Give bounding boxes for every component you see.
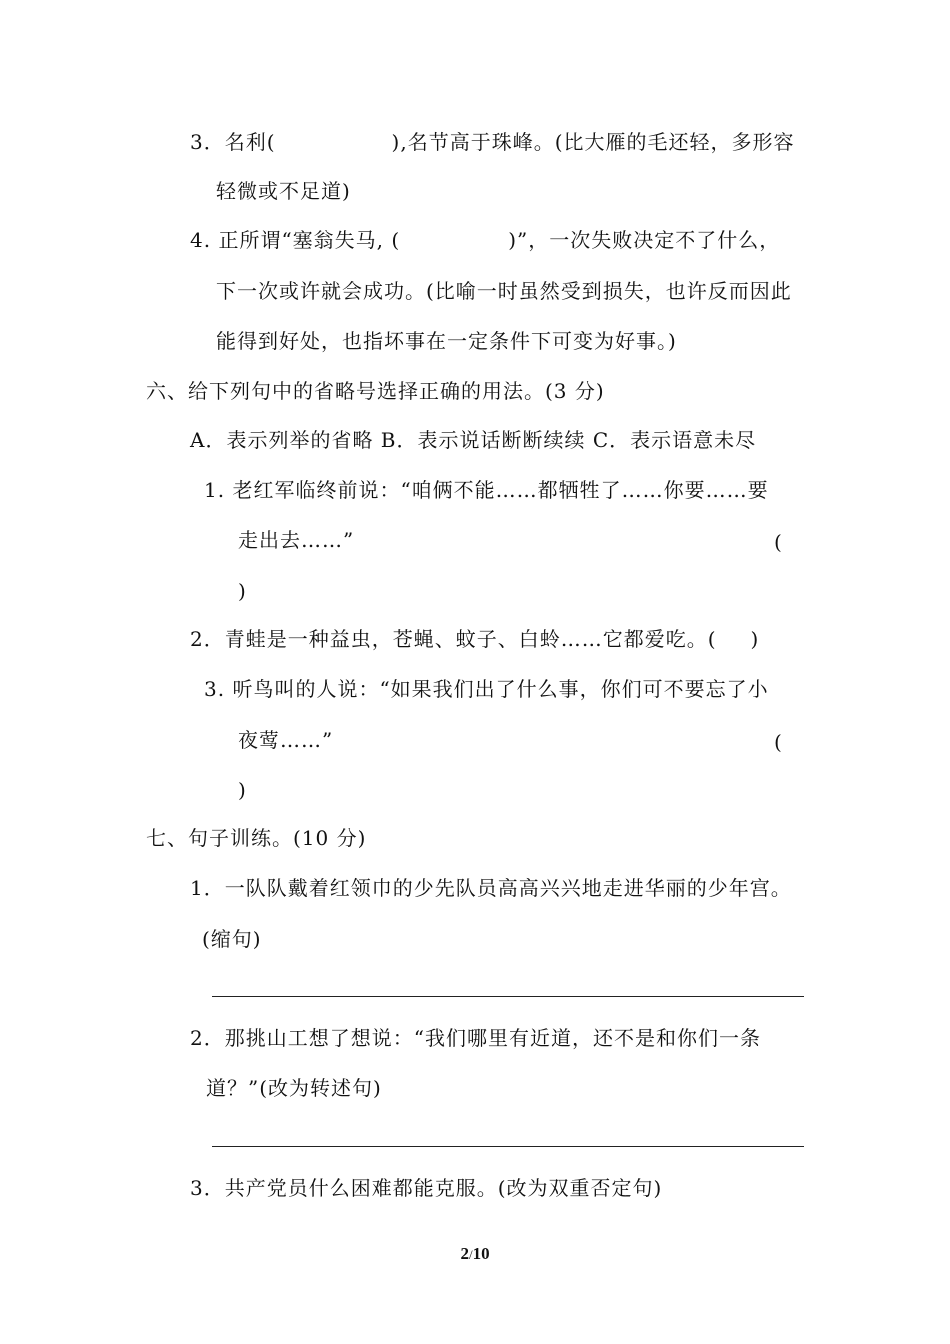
section7-heading: 七、句子训练。(10 分) [146,826,367,850]
s7-item1-line2: (缩句) [202,927,262,951]
q5-item3-line2: 轻微或不足道) [216,179,351,203]
s6-item3-answer-paren-open[interactable]: ( [774,730,782,754]
s6-item1-line1: 1. 老红军临终前说：“咱俩不能……都牺牲了……你要……要 [204,478,769,502]
s7-item2-line2: 道？”(改为转述句) [206,1076,382,1100]
s7-item3-line1: 3．共产党员什么困难都能克服。(改为双重否定句) [190,1176,663,1200]
s6-item3-line1: 3. 听鸟叫的人说：“如果我们出了什么事，你们可不要忘了小 [204,677,769,701]
q5-item3-line1 [190,128,795,156]
s6-item3-line2: 夜莺……” [238,728,334,752]
s6-item2-paren-close: ) [750,627,760,651]
s6-item3-answer-paren-close: ) [238,778,246,802]
s7-item2-line1: 2．那挑山工想了想说：“我们哪里有近道，还不是和你们一条 [190,1026,761,1050]
s6-item1-answer-paren-close: ) [238,579,246,603]
q5-item3-text-before: 3．名利( [190,130,276,154]
page-number-separator: / [468,1247,473,1262]
section6-heading: 六、给下列句中的省略号选择正确的用法。(3 分) [146,379,605,403]
q5-item4-line3: 能得到好处，也指坏事在一定条件下可变为好事。) [216,329,677,353]
s6-item2-text: 2．青蛙是一种益虫，苍蝇、蚊子、白蛉……它都爱吃。( [190,627,717,651]
s7-item1-line1: 1．一队队戴着红领巾的少先队员高高兴兴地走进华丽的少年宫。 [190,876,792,900]
s7-item1-answer-line[interactable] [212,996,804,997]
section6-options: A．表示列举的省略 B．表示说话断断续续 C．表示语意未尽 [190,428,757,452]
page-number [0,1243,950,1266]
s6-item1-line2: 走出去……” [238,528,355,552]
s6-item2-line [190,625,759,653]
q5-item4-text-before: 4. 正所谓“塞翁失马, ( [190,228,401,252]
q5-item4-line2: 下一次或许就会成功。(比喻一时虽然受到损失，也许反而因此 [216,279,792,303]
page-number-total: 10 [472,1244,490,1263]
q5-item4-line1 [190,226,780,254]
q5-item4-text-after: )”，一次失败决定不了什么， [508,228,781,252]
q5-item3-text-after: ),名节高于珠峰。(比大雁的毛还轻，多形容 [391,130,795,154]
page-number-current: 2 [460,1244,469,1263]
s6-item1-answer-paren-open[interactable]: ( [774,530,782,554]
s7-item2-answer-line[interactable] [212,1146,804,1147]
